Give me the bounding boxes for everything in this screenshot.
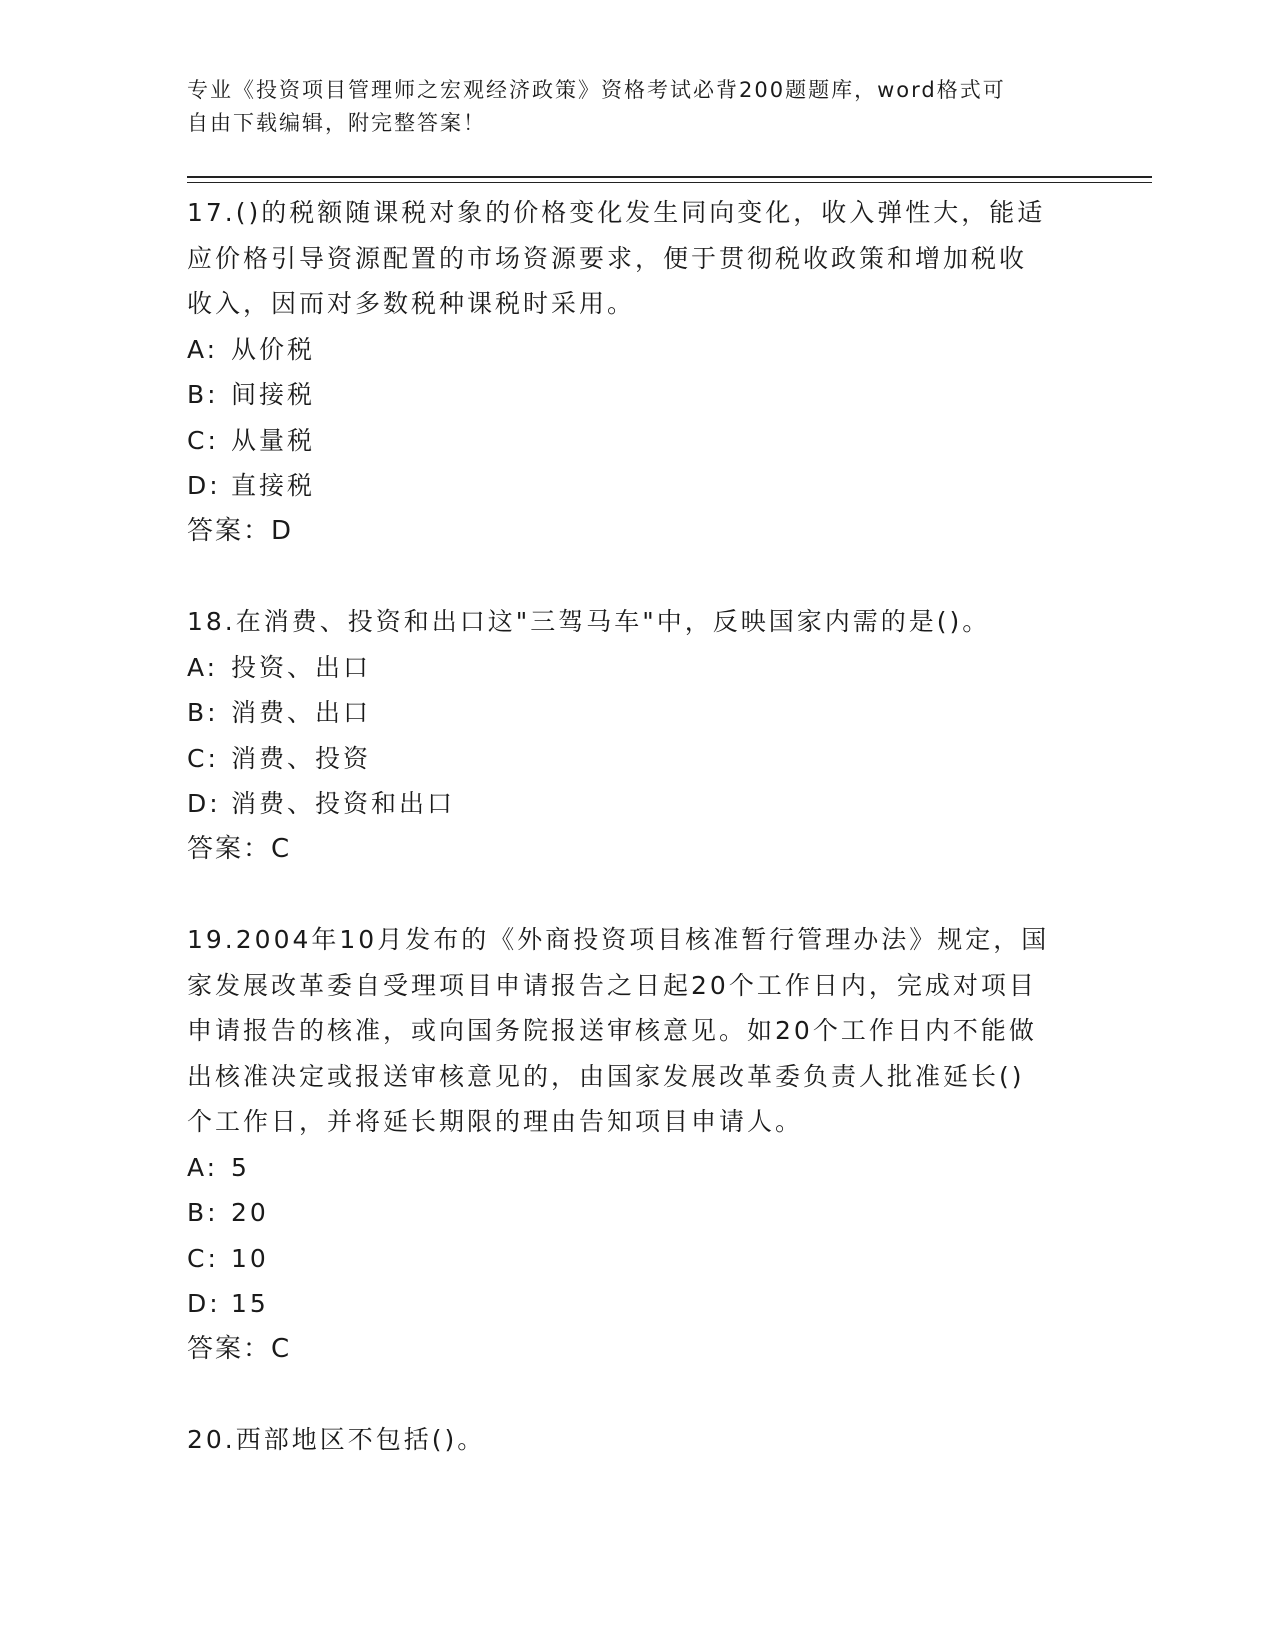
option-d [187, 781, 1077, 827]
option-a [187, 327, 1077, 373]
option-key: D: [187, 471, 221, 500]
option-text: 从量税 [231, 425, 316, 455]
option-text: 从价税 [231, 334, 316, 364]
question-line: 应价格引导资源配置的市场资源要求，便于贯彻税收政策和增加税收 [187, 243, 1028, 273]
question-20 [187, 1417, 1077, 1463]
question-spacer [187, 554, 1077, 599]
option-key: A: [187, 1152, 219, 1182]
answer-line: 答案：C [187, 1333, 292, 1364]
question-text [187, 599, 1067, 645]
option-text: 间接税 [231, 380, 316, 409]
option-text: 15 [231, 1289, 269, 1318]
option-text: 消费、投资和出口 [231, 789, 456, 818]
question-line: 收入，因而对多数税种课税时采用。 [187, 289, 636, 318]
question-line: 18.在消费、投资和出口这"三驾马车"中，反映国家内需的是()。 [187, 607, 991, 636]
option-b [187, 690, 1077, 736]
question-text [187, 190, 1067, 327]
option-a [187, 1145, 1077, 1191]
question-text [187, 1417, 1067, 1463]
option-key: B: [187, 1198, 219, 1227]
document-header [187, 74, 1067, 140]
header-rule-thick [187, 176, 1152, 178]
answer-line: 答案：C [187, 833, 292, 864]
question-line: 20.西部地区不包括()。 [187, 1425, 486, 1454]
option-c [187, 1236, 1077, 1282]
option-c [187, 736, 1077, 782]
option-key: D: [187, 789, 221, 818]
option-d [187, 1281, 1077, 1327]
question-spacer [187, 872, 1077, 917]
question-line: 17.()的税额随课税对象的价格变化发生同向变化，收入弹性大，能适 [187, 198, 1046, 227]
header-line-1: 专业《投资项目管理师之宏观经济政策》资格考试必背200题题库，word格式可 [187, 78, 1006, 102]
option-text: 5 [231, 1152, 250, 1182]
option-key: C: [187, 743, 219, 773]
option-b [187, 372, 1077, 418]
header-rule-thin [187, 182, 1152, 183]
question-list [187, 190, 1077, 1463]
answer-line: 答案：D [187, 515, 294, 546]
option-key: A: [187, 334, 219, 364]
question-line: 19.2004年10月发布的《外商投资项目核准暂行管理办法》规定，国 [187, 925, 1050, 954]
option-text: 20 [231, 1198, 269, 1227]
option-key: C: [187, 425, 219, 455]
option-b [187, 1190, 1077, 1236]
option-key: B: [187, 380, 219, 409]
option-key: D: [187, 1289, 221, 1318]
option-key: C: [187, 1243, 219, 1273]
question-19 [187, 917, 1077, 1372]
question-line: 申请报告的核准，或向国务院报送审核意见。如20个工作日内不能做 [187, 1016, 1037, 1045]
option-text: 直接税 [231, 471, 316, 500]
question-line: 出核准决定或报送审核意见的，由国家发展改革委负责人批准延长() [187, 1061, 1025, 1091]
option-text: 消费、出口 [231, 698, 372, 727]
header-line-2: 自由下载编辑，附完整答案！ [187, 111, 486, 135]
option-key: B: [187, 698, 219, 727]
question-spacer [187, 1372, 1077, 1417]
question-line: 个工作日，并将延长期限的理由告知项目申请人。 [187, 1107, 804, 1136]
option-text: 投资、出口 [231, 652, 372, 682]
question-17 [187, 190, 1077, 554]
option-c [187, 418, 1077, 464]
question-line: 家发展改革委自受理项目申请报告之日起20个工作日内，完成对项目 [187, 970, 1037, 1000]
question-text [187, 917, 1067, 1145]
option-text: 消费、投资 [231, 743, 372, 773]
option-key: A: [187, 652, 219, 682]
option-d [187, 463, 1077, 509]
question-18 [187, 599, 1077, 872]
option-a [187, 645, 1077, 691]
option-text: 10 [231, 1243, 269, 1273]
